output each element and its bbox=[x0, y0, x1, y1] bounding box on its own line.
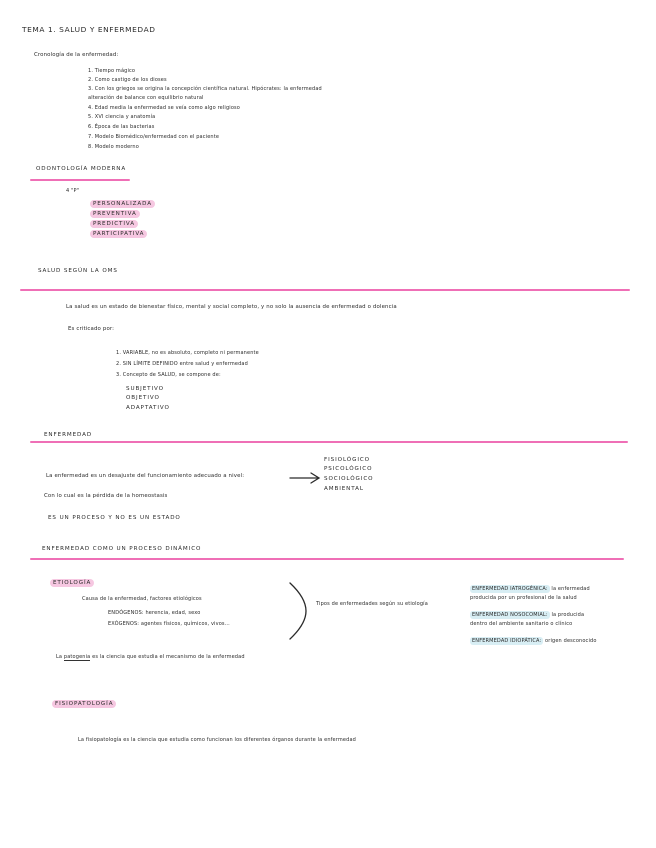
subitem: OBJETIVO bbox=[126, 395, 160, 401]
subitem: SUBJETIVO bbox=[126, 386, 164, 392]
arrow-right-icon bbox=[288, 472, 322, 484]
level-item: AMBIENTAL bbox=[324, 486, 364, 492]
list-item: 1. Tiempo mágico bbox=[88, 68, 136, 74]
fisiopatologia-label: FISIOPATOLOGÍA bbox=[52, 700, 116, 708]
four-p-label: 4 "P" bbox=[66, 188, 80, 194]
list-item: 8. Modelo moderno bbox=[88, 144, 139, 150]
list-item: 2. Como castigo de los dioses bbox=[88, 77, 167, 83]
homeostasis-note: Con lo cual es la pérdida de la homeostasis bbox=[44, 493, 168, 499]
tipos-label: Tipos de enfermedades según su etiología bbox=[316, 601, 428, 607]
etiologia-description: Causa de la enfermedad, factores etiológicos bbox=[82, 596, 202, 602]
factor-item: ENDÓGENOS: herencia, edad, sexo bbox=[108, 610, 201, 616]
list-item: 6. Época de las bacterias bbox=[88, 124, 155, 130]
factor-item: EXÓGENOS: agentes físicos, químicos, vivos... bbox=[108, 621, 230, 627]
list-item: 5. XVI ciencia y anatomía bbox=[88, 114, 156, 120]
list-item: 3. Concepto de SALUD, se compone de: bbox=[116, 372, 221, 378]
process-note: ES UN PROCESO Y NO ES UN ESTADO bbox=[48, 515, 181, 521]
section-divider bbox=[30, 558, 624, 560]
section-divider bbox=[20, 289, 630, 291]
criticism-label: Es criticado por: bbox=[68, 326, 115, 332]
type-name: ENFERMEDAD IATROGÉNICA: bbox=[472, 586, 548, 592]
list-item: 3. Con los griegos se origina la concepción científica natural. Hipócrates: la enfermedad bbox=[88, 86, 322, 92]
section-divider bbox=[30, 179, 130, 181]
list-item: alteración de balance con equilibrio natural bbox=[88, 95, 204, 101]
p-item: PARTICIPATIVA bbox=[90, 230, 147, 238]
salud-definition: La salud es un estado de bienestar físico, mental y social completo, y no solo la ausencia de enfermedad o dolencia bbox=[66, 304, 397, 310]
type-name: ENFERMEDAD IDIOPÁTICA: bbox=[472, 638, 542, 644]
type-name: ENFERMEDAD NOSOCOMIAL: bbox=[472, 612, 548, 618]
section-heading-proceso: ENFERMEDAD COMO UN PROCESO DINÁMICO bbox=[42, 546, 202, 552]
list-item: 2. SIN LÍMITE DEFINIDO entre salud y enfermedad bbox=[116, 361, 248, 367]
level-item: SOCIOLÓGICO bbox=[324, 476, 374, 482]
subitem: ADAPTATIVO bbox=[126, 405, 170, 411]
level-item: FISIOLÓGICO bbox=[324, 457, 370, 463]
section-heading-salud: SALUD SEGÚN LA OMS bbox=[38, 268, 118, 274]
section-divider bbox=[30, 441, 628, 443]
enfermedad-type-idiopatica: ENFERMEDAD IDIOPÁTICA: origen desconocido bbox=[472, 638, 597, 644]
etiologia-label: ETIOLOGÍA bbox=[50, 579, 94, 587]
p-item: PREVENTIVA bbox=[90, 210, 140, 218]
section-heading-odontologia: ODONTOLOGÍA MODERNA bbox=[36, 166, 127, 172]
list-item: 1. VARIABLE, no es absoluto, completo ni permanente bbox=[116, 350, 259, 356]
enfermedad-type-nosocomial: ENFERMEDAD NOSOCOMIAL: la producida dentro del ambiente sanitario o clínico bbox=[470, 612, 585, 627]
p-item: PREDICTIVA bbox=[90, 220, 138, 228]
page-title: TEMA 1. SALUD Y ENFERMEDAD bbox=[22, 25, 156, 34]
fisiopatologia-description: La fisiopatología es la ciencia que estudia como funcionan los diferentes órganos durante la enfermedad bbox=[78, 737, 357, 743]
enfermedad-type-iatrogenica: ENFERMEDAD IATROGÉNICA: la enfermedad producida por un profesional de la salud bbox=[470, 586, 590, 601]
brace-icon bbox=[288, 582, 310, 640]
p-item: PERSONALIZADA bbox=[90, 200, 155, 208]
list-item: 4. Edad media la enfermedad se veía como algo religioso bbox=[88, 105, 241, 111]
level-item: PSICOLÓGICO bbox=[324, 466, 373, 472]
list-item: 7. Modelo Biomédico/enfermedad con el paciente bbox=[88, 134, 220, 140]
patogenia-term: patogenia bbox=[63, 654, 91, 660]
section-heading-enfermedad: ENFERMEDAD bbox=[44, 432, 93, 438]
patogenia-definition: La patogenia es la ciencia que estudia el mecanismo de la enfermedad bbox=[56, 654, 245, 660]
chronology-heading: Cronología de la enfermedad: bbox=[34, 52, 119, 58]
enfermedad-definition: La enfermedad es un desajuste del funcionamiento adecuado a nivel: bbox=[46, 473, 245, 479]
